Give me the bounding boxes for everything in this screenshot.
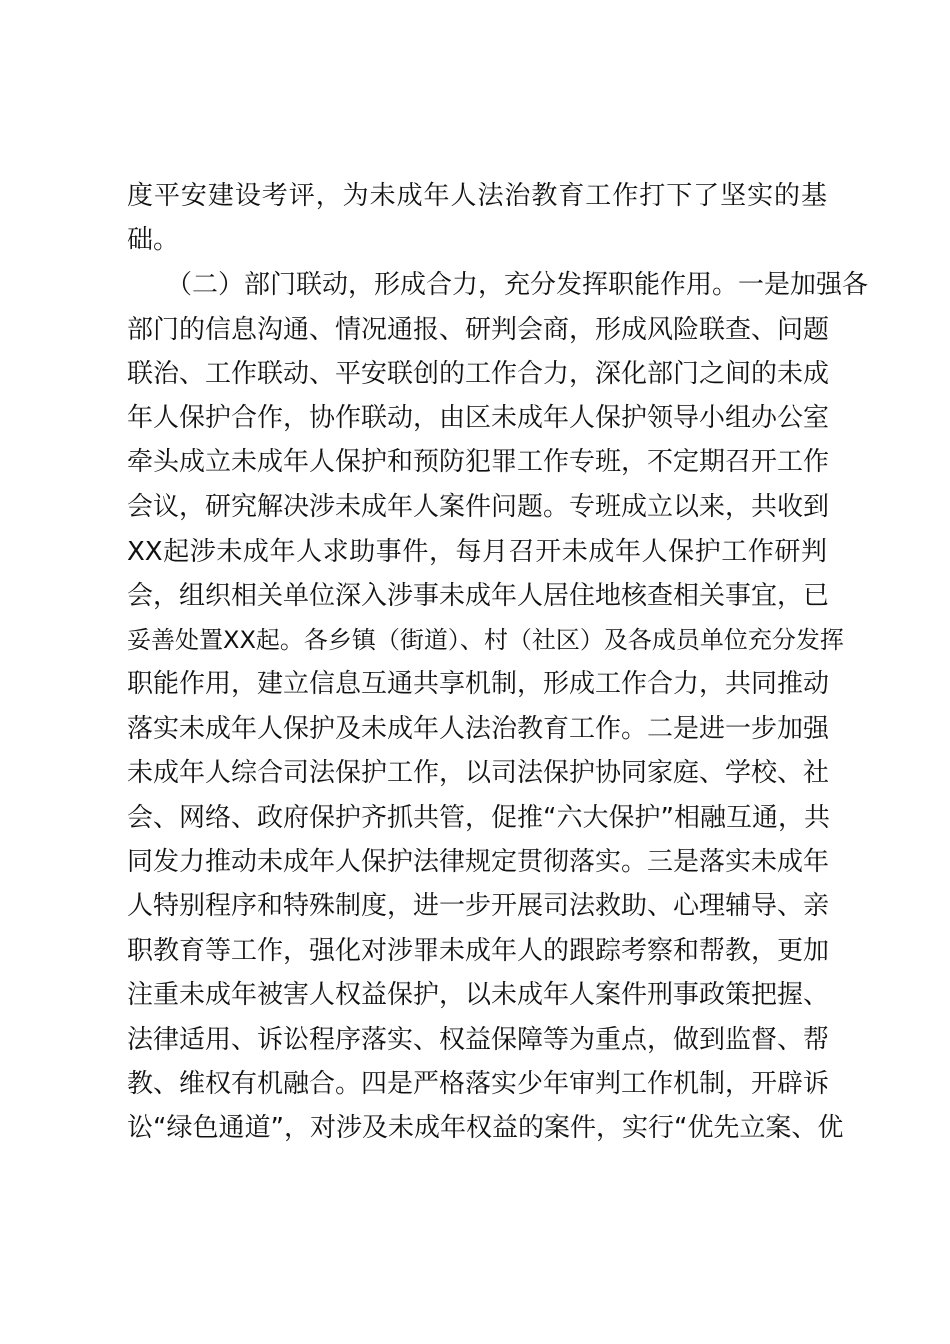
body-text-line: XX起涉未成年人求助事件，每月召开未成年人保护工作研判	[127, 537, 827, 567]
body-text-line: 教、维权有机融合。四是严格落实少年审判工作机制，开辟诉	[127, 1069, 830, 1099]
body-text-line: 注重未成年被害人权益保护，以未成年人案件刑事政策把握、	[127, 980, 830, 1010]
body-text-line: 法律适用、诉讼程序落实、权益保障等为重点，做到监督、帮	[127, 1025, 830, 1055]
body-text-line: 职教育等工作，强化对涉罪未成年人的跟踪考察和帮教，更加	[127, 936, 830, 966]
body-text-line: 联治、工作联动、平安联创的工作合力，深化部门之间的未成	[127, 359, 830, 389]
body-text-line: 础。	[127, 225, 180, 255]
body-text-line: 落实未成年人保护及未成年人法治教育工作。二是进一步加强	[127, 714, 830, 744]
body-text-line: 讼“绿色通道”，对涉及未成年权益的案件，实行“优先立案、优	[127, 1113, 844, 1143]
body-text-line: 牵头成立未成年人保护和预防犯罪工作专班，不定期召开工作	[127, 447, 830, 477]
body-text-line: 同发力推动未成年人保护法律规定贯彻落实。三是落实未成年	[127, 847, 830, 877]
body-text-line: 度平安建设考评，为未成年人法治教育工作打下了坚实的基	[127, 181, 827, 211]
body-text-line: 会议，研究解决涉未成年人案件问题。专班成立以来，共收到	[127, 492, 830, 522]
body-text-line: 会，组织相关单位深入涉事未成年人居住地核查相关事宜，已	[127, 581, 830, 611]
body-text-line: 职能作用，建立信息互通共享机制，形成工作合力，共同推动	[127, 669, 830, 699]
body-text-line: 部门的信息沟通、情况通报、研判会商，形成风险联查、问题	[127, 315, 830, 345]
body-text-line: 年人保护合作，协作联动，由区未成年人保护领导小组办公室	[127, 403, 830, 433]
body-text-line: 未成年人综合司法保护工作，以司法保护协同家庭、学校、社	[127, 758, 830, 788]
body-text-line: 会、网络、政府保护齐抓共管，促推“六大保护”相融互通，共	[127, 803, 830, 833]
body-text-line: 妥善处置XX起。各乡镇（街道）、村（社区）及各成员单位充分发挥	[127, 626, 844, 654]
body-text-line: 人特别程序和特殊制度，进一步开展司法救助、心理辅导、亲	[127, 891, 830, 921]
section-heading-line: （二）部门联动，形成合力，充分发挥职能作用。一是加强各	[166, 270, 869, 300]
